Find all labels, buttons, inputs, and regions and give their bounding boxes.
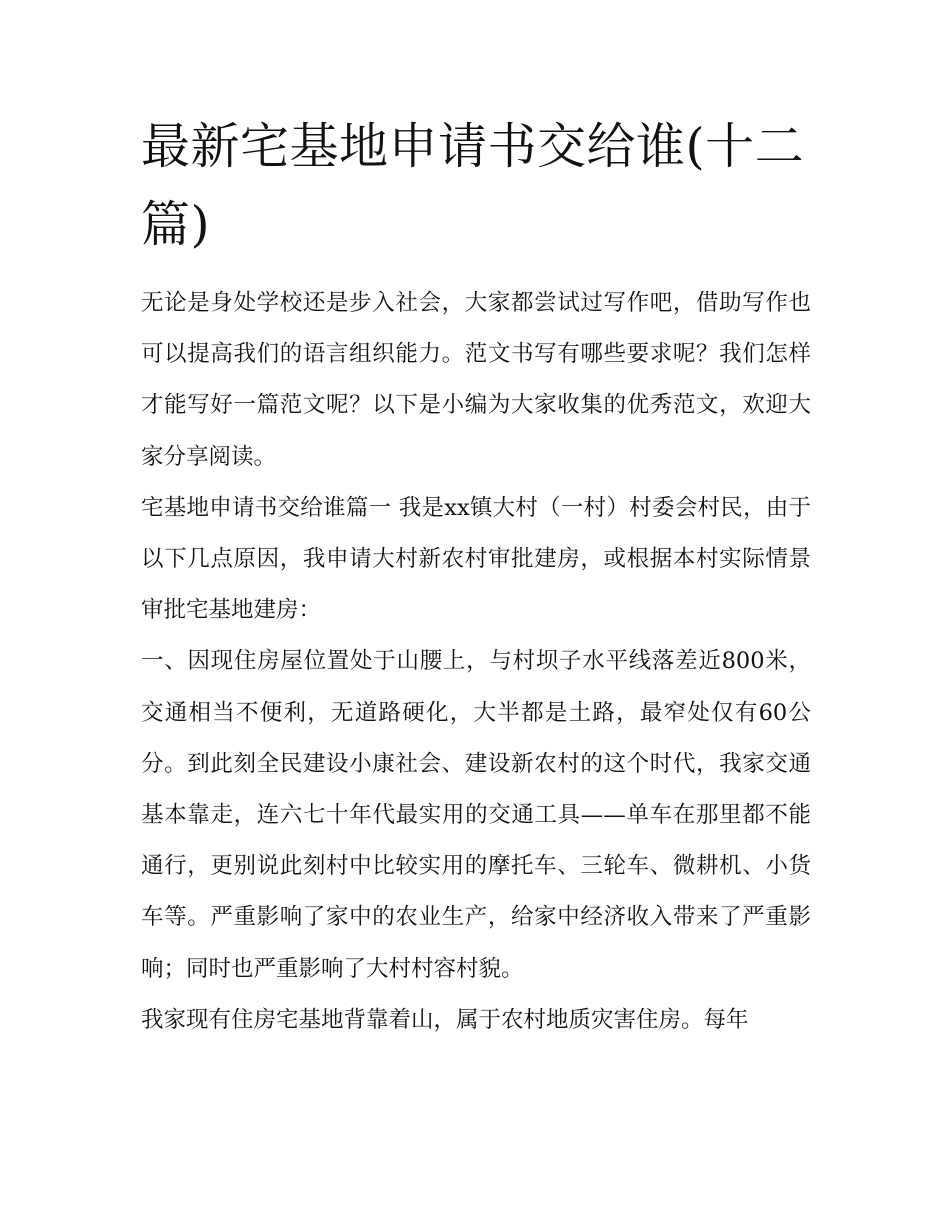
intro-paragraph: 无论是身处学校还是步入社会，大家都尝试过写作吧，借助写作也可以提高我们的语言组织能力。范文书写有哪些要求呢？我们怎样才能写好一篇范文呢？以下是小编为大家收集的优秀范文，欢迎大家分享阅读。 — [141, 290, 811, 470]
body-paragraph: 宅基地申请书交给谁篇一 我是xx镇大村（一村）村委会村民，由于以下几点原因，我申请大村新农村审批建房，或根据本村实际情景审批宅基地建房： — [141, 494, 811, 624]
document-title: 最新宅基地申请书交给谁(十二篇) — [141, 118, 805, 253]
document-body — [141, 108, 811, 1046]
body-paragraph: 我家现有住房宅基地背靠着山，属于农村地质灾害住房。每年 — [141, 1006, 749, 1033]
body-paragraph: 一、因现住房屋位置处于山腰上，与村坝子水平线落差近800米，交通相当不便利，无道路硬化，大半都是土路，最窄处仅有60公分。到此刻全民建设小康社会、建设新农村的这个时代，我家交通基本靠走，连六七十年代最实用的交通工具——单车在那里都不能通行，更别说此刻村中比较实用的摩托车、三轮车、微耕机、小货车等。严重影响了家中的农业生产，给家中经济收入带来了严重影响；同时也严重影响了大村村容村貌。 — [141, 648, 811, 982]
